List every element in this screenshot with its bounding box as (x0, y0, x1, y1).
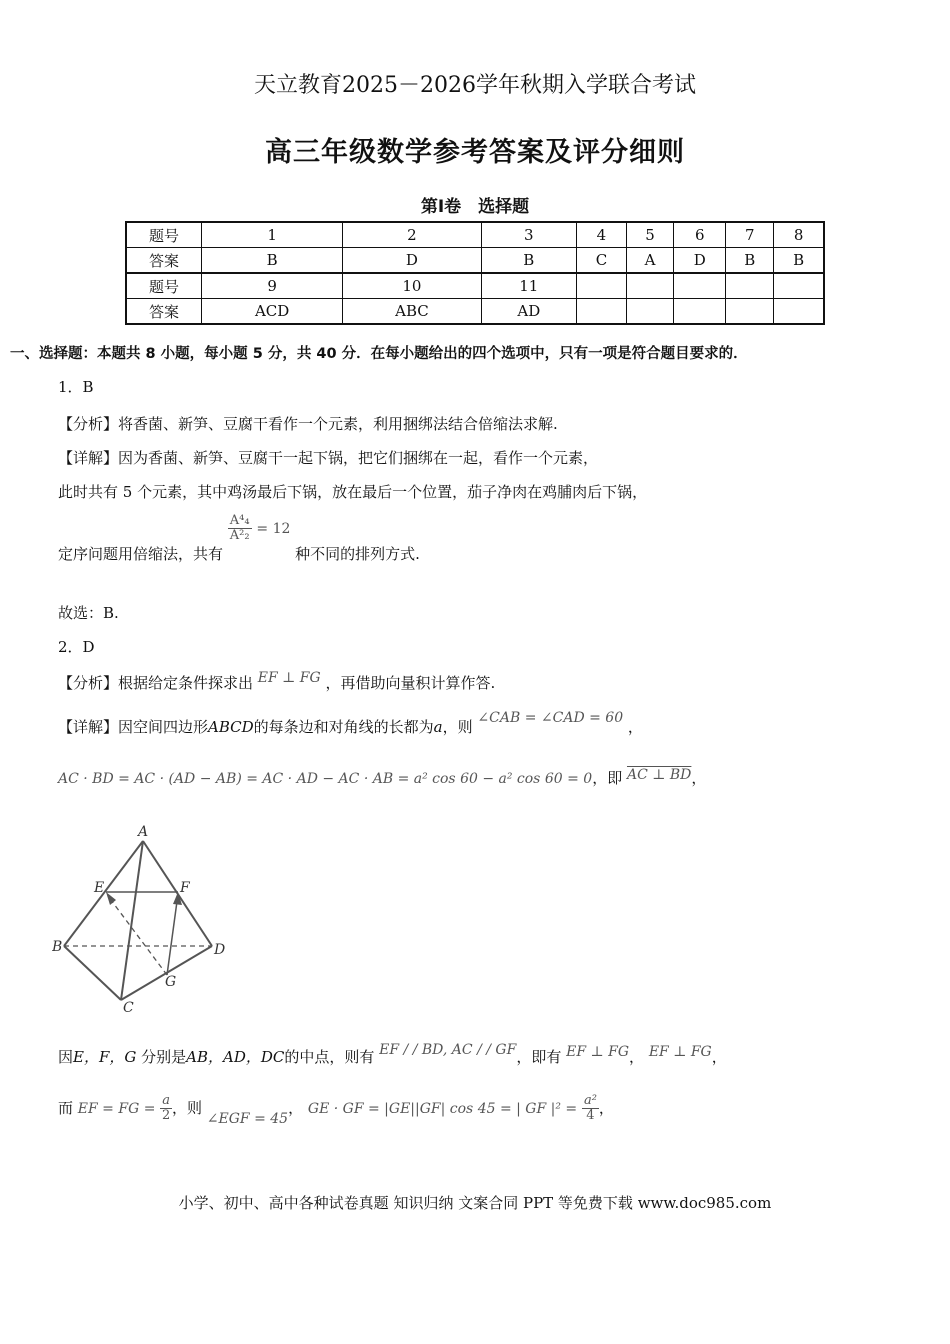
page-footer: 小学、初中、高中各种试卷真题 知识归纳 文案合同 PPT 等免费下载 www.doc985.com (178, 1194, 772, 1212)
table-cell: 1 (202, 222, 343, 248)
q2-last-frac-den: 2 (161, 1108, 171, 1124)
q2-last-frac (160, 1094, 172, 1124)
table-cell: 10 (343, 273, 481, 299)
q1-detail-3-pre: 定序问题用倍缩法，共有 (58, 544, 224, 563)
table-cell: D (343, 248, 481, 274)
q2-analysis-pre: 【分析】根据给定条件探求出 (58, 674, 254, 692)
table-cell: B (481, 248, 576, 274)
table-cell (774, 273, 824, 299)
q2-detail (58, 710, 643, 737)
q2-midpoint-line (58, 1042, 727, 1067)
table-row (126, 273, 824, 299)
q2-last-frac2-den: 4 (586, 1108, 595, 1124)
table-row-label: 答案 (126, 299, 202, 325)
table-cell: 6 (674, 222, 726, 248)
q2-last-sep: ， (288, 1098, 304, 1117)
q2-last-m2: GE · GF = |GE||GF| cos 45 = | GF |² = (307, 1100, 578, 1117)
q1-detail-2: 此时共有 5 个元素，其中鸡汤最后下锅，放在最后一个位置，茄子净肉在鸡脯肉后下锅， (58, 483, 648, 501)
table-cell: A (626, 248, 673, 274)
q2-eq-math: AC · BD = AC · (AD − AB) = AC · AD − AC · AB = a² cos 60 − a² cos 60 = 0 (58, 771, 593, 787)
q2-mid-m2: EF ⊥ FG (566, 1044, 630, 1060)
q1-analysis: 【分析】将香菌、新笋、豆腐干看作一个元素，利用捆绑法结合倍缩法求解. (58, 415, 558, 433)
q2-number: 2．D (58, 638, 95, 656)
table-cell: 5 (626, 222, 673, 248)
q1-frac-num: A⁴₄ (229, 513, 250, 528)
table-cell (626, 273, 673, 299)
exam-header-title: 天立教育2025－2026学年秋期入学联合考试 (254, 73, 696, 98)
fig-label-F: F (180, 880, 190, 896)
q1-detail-1: 【详解】因为香菌、新笋、豆腐干一起下锅，把它们捆绑在一起，看作一个元素， (58, 449, 599, 467)
q2-mid-pre: 因 (58, 1048, 74, 1066)
table-cell (626, 299, 673, 325)
table-cell: 2 (343, 222, 481, 248)
q2-last-frac2-num: a² (583, 1093, 597, 1108)
table-cell (726, 273, 774, 299)
page-title: 高三年级数学参考答案及评分细则 (265, 137, 685, 168)
fig-label-E: E (94, 880, 105, 896)
q1-number: 1．B (58, 378, 94, 396)
fig-label-D: D (214, 942, 226, 958)
q2-detail-end: ， (627, 718, 643, 736)
q1-fraction (228, 514, 252, 544)
q2-mid-sep: ， (629, 1048, 645, 1066)
table-cell (674, 273, 726, 299)
table-cell (774, 299, 824, 325)
fig-label-B: B (52, 939, 63, 955)
q1-detail-3-post: 种不同的排列方式. (295, 544, 420, 563)
table-cell: 8 (774, 222, 824, 248)
q2-mid-txt2: 的中点，则有 (284, 1048, 375, 1066)
q2-eq-perp: AC ⊥ BD (626, 767, 692, 783)
table-cell: B (202, 248, 343, 274)
fig-label-C: C (123, 1000, 134, 1016)
q2-detail-pre: 【详解】因空间四边形 (58, 718, 209, 736)
q2-mid-then: ，即有 (516, 1048, 562, 1066)
q2-detail-angle: ∠CAB = ∠CAD = 60 (477, 710, 624, 726)
table-row (126, 248, 824, 274)
section-instruction: 一、选择题：本题共 8 小题，每小题 5 分，共 40 分．在每小题给出的四个选项中，只有一项是符合题目要求的． (10, 346, 748, 362)
table-cell: ABC (343, 299, 481, 325)
q1-frac-den: A²₂ (229, 528, 250, 544)
q2-mid-m3: EF ⊥ FG (648, 1044, 712, 1060)
q2-last-then: ，则 (172, 1098, 203, 1117)
q2-last-m1: EF = FG = (77, 1100, 156, 1117)
q2-eq-end: ， (691, 769, 707, 787)
q2-mid-math: EF / / BD, AC / / GF (379, 1042, 517, 1058)
fig-label-G: G (165, 974, 177, 990)
table-cell (576, 273, 626, 299)
table-cell: 3 (481, 222, 576, 248)
q2-detail-then: ，则 (442, 718, 473, 736)
q2-mid-end: ， (711, 1048, 727, 1066)
table-cell: 9 (202, 273, 343, 299)
table-cell: B (726, 248, 774, 274)
table-row-label: 答案 (126, 248, 202, 274)
table-cell: B (774, 248, 824, 274)
q2-detail-abcd: ABCD (208, 718, 254, 736)
q2-last-end: ， (598, 1098, 614, 1117)
section-title: 第Ⅰ卷 选择题 (420, 197, 530, 217)
q2-detail-mid: 的每条边和对角线的长都为 (253, 718, 434, 736)
table-row-label: 题号 (126, 222, 202, 248)
table-row (126, 299, 824, 325)
table-cell: 7 (726, 222, 774, 248)
table-cell: 11 (481, 273, 576, 299)
table-cell: AD (481, 299, 576, 325)
q2-analysis-math: EF ⊥ FG (257, 670, 321, 686)
q1-frac-value: = 12 (256, 520, 291, 537)
answer-table (125, 221, 825, 325)
q1-choice: 故选：B. (58, 604, 119, 622)
table-cell: D (674, 248, 726, 274)
q2-last-line (58, 1093, 614, 1127)
q2-mid-efg: E，F，G (73, 1048, 137, 1066)
q1-detail-3 (58, 513, 420, 563)
q2-last-frac-num: a (162, 1093, 170, 1108)
q2-analysis (58, 672, 495, 693)
table-cell: C (576, 248, 626, 274)
table-cell: ACD (202, 299, 343, 325)
q2-analysis-post: ，再借助向量积计算作答. (325, 674, 496, 692)
q2-eq-then: ，即 (592, 769, 623, 787)
table-cell: 4 (576, 222, 626, 248)
q2-last-frac2 (582, 1094, 599, 1124)
table-row-label: 题号 (126, 273, 202, 299)
table-row (126, 222, 824, 248)
q2-mid-sides: AB，AD，DC (186, 1048, 285, 1066)
q2-last-angle: ∠EGF = 45 (206, 1110, 289, 1127)
tetrahedron-figure (52, 820, 242, 1020)
fig-label-A: A (138, 824, 149, 840)
table-cell (674, 299, 726, 325)
table-cell (576, 299, 626, 325)
table-cell (726, 299, 774, 325)
q2-equation (58, 767, 706, 788)
q2-last-pre: 而 (58, 1098, 74, 1117)
q2-mid-txt: 分别是 (141, 1048, 187, 1066)
q2-detail-a: a (433, 718, 443, 736)
